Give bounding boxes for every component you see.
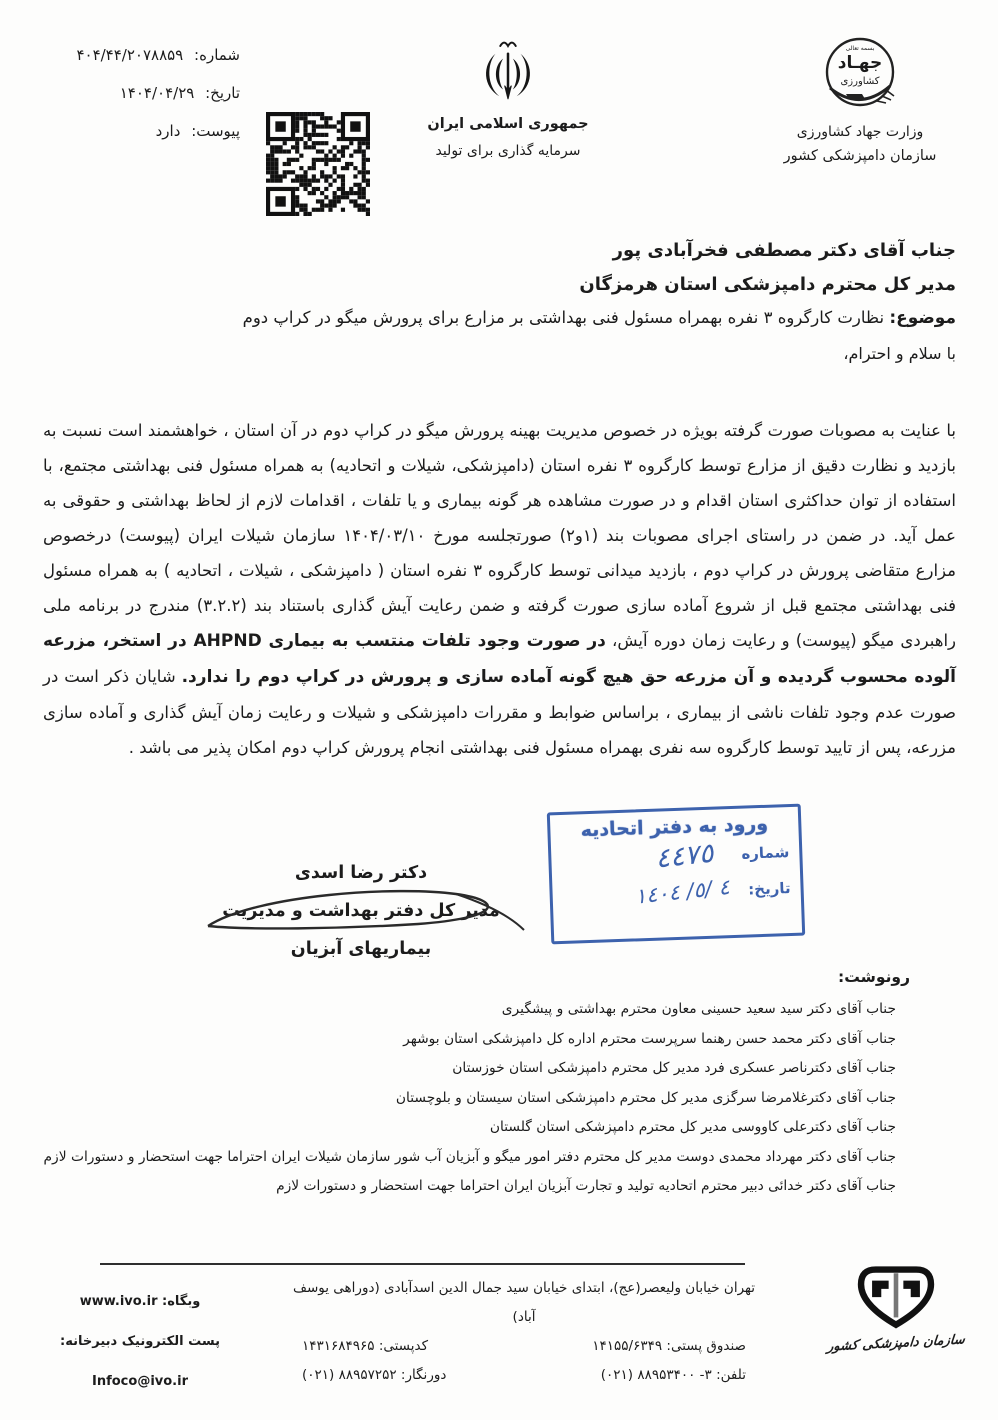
footer-address-block: [288, 1274, 760, 1390]
footer-postal-value: ۱۴۳۱۶۸۴۹۶۵: [302, 1338, 375, 1354]
emblem-caption-republic: جمهوری اسلامی ایران: [427, 116, 589, 132]
letter-number-value: ۴۰۴/۴۴/۲۰۷۸۸۵۹: [76, 46, 184, 64]
letter-date-line: [28, 84, 240, 102]
cc-item: جناب آقای دکترناصر عسکری فرد مدیر کل محترم دامپزشکی استان خوزستان: [452, 1060, 896, 1076]
cc-label: رونوشت:: [838, 968, 910, 986]
footer-fax: [302, 1361, 446, 1390]
cc-block: [43, 968, 910, 1202]
subject-text: نظارت کارگروه ۳ نفره بهمراه مسئول فنی بهداشتی بر مزارع برای پرورش میگو در کراپ دوم: [242, 308, 885, 327]
stamp-title: ورود به دفتر اتحادیه: [580, 812, 769, 842]
national-emblem-block: [418, 38, 598, 159]
footer-postal-label: کدپستی:: [378, 1338, 429, 1354]
cc-item: جناب آقای دکتر خدائی دبیر محترم اتحادیه تولید و تجارت آبزیان ایران احتراما جهت استحضار و دستورات لازم: [276, 1178, 896, 1194]
footer-pobox: [592, 1332, 746, 1361]
subject-label: موضوع:: [889, 308, 956, 328]
footer-fax-value: ۸۸۹۵۷۲۵۲ (۰۲۱): [302, 1367, 397, 1383]
footer-email-label: پست الکترونیک دبیرخانه:: [60, 1334, 220, 1349]
letter-meta-block: [28, 46, 240, 160]
letter-date-label: تاریخ:: [205, 84, 240, 102]
signature-block: [180, 854, 542, 968]
cc-item: جناب آقای دکترعلی کاووسی مدیر کل محترم دامپزشکی استان گلستان: [489, 1119, 896, 1135]
stamp-number-label: شماره: [741, 843, 790, 863]
footer-email-value: Infoco@ivo.ir: [92, 1374, 188, 1389]
svg-text:بسمه تعالی: بسمه تعالی: [845, 45, 875, 52]
footer-org-logo-block: [820, 1264, 972, 1355]
signatory-title-1: مدیر کل دفتر بهداشت و مدیریت: [222, 901, 500, 921]
stamp-number-handwritten: ٤٤٧٥: [653, 837, 715, 875]
cc-item: جناب آقای دکتر مهرداد محمدی دوست مدیر کل محترم دفتر امور میگو و آبزیان آب شور سازمان شیلات ایران احتراما جهت استحضار و دستورات لازم: [43, 1148, 896, 1165]
attachment-value: دارد: [155, 122, 181, 140]
body-paragraph: [43, 413, 956, 765]
stamp-date-label: تاریخ:: [747, 879, 791, 899]
footer-website-value: www.ivo.ir: [79, 1294, 158, 1309]
footer-divider: [100, 1263, 745, 1265]
qr-code-svg: [266, 112, 370, 216]
emblem-caption-slogan: سرمایه گذاری برای تولید: [435, 143, 581, 159]
organization-name: سازمان دامپزشکی کشور: [783, 148, 937, 164]
footer-address: تهران خیابان ولیعصر(عج)، ابتدای خیابان سید جمال الدین اسدآبادی (دوراهی یوسف آباد): [293, 1280, 755, 1325]
body-text-part3: شایان ذکر است در صورت عدم وجود تلفات ناشی از بیماری ، براساس ضوابط و مقررات دامپزشکی و شیلات و رعایت زمان آیش گذاری و آماده سازی مزرعه، پس از تایید توسط کارگروه سه نفری بهمراه مسئول فنی بهداشتی انجام پرورش کراپ دوم امکان پذیر می باشد .: [43, 667, 956, 757]
stamp-date-handwritten: ٤ /٥/ ١٤٠٤: [634, 874, 732, 909]
attachment-label: پیوست:: [191, 122, 240, 140]
footer-postal-row: [288, 1332, 760, 1361]
body-text-part1: با عنایت به مصوبات صورت گرفته بویژه در خصوص مدیریت بهینه پرورش میگو در کراپ دوم در آن استان ، خواهشمند است نسبت به بازدید و نظارت دقیق از مزارع توسط کارگروه ۳ نفره استان (دامپزشکی، شیلات و اتحادیه) به همراه مسئول فنی بهداشتی مجتمع، با استفاده از توان حداکثری استان اقدام و در صورت مشاهده هر گونه بیماری و یا تلفات ، اقدامات لازم از لحاظ بهداشتی و حقوقی به عمل آید. در ضمن در راستای اجرای مصوبات بند (۱و۲) صورتجلسه مورخ ۱۴۰۴/۰۳/۱۰ سازمان شیلات ایران (پیوست) درخصوص مزارع متقاضی پرورش در کراپ دوم ، بازدید میدانی توسط کارگروه ۳ نفره استان ( دامپزشکی ، شیلات ، اتحادیه ) به همراه مسئول فنی بهداشتی مجتمع قبل از شروع آماده سازی صورت گرفته و ضمن رعایت آیش گذاری باستناد بند (۳.۲.۲) مندرج در برنامه ملی راهبردی میگو (پیوست) و رعایت زمان دوره آیش،: [43, 421, 957, 650]
jahad-keshavarzi-logo-icon: [816, 30, 904, 120]
footer-website-label: وبگاه:: [162, 1294, 201, 1309]
letter-number-line: [28, 46, 240, 64]
footer-phone-value: ۳- ۸۸۹۵۳۴۰۰ (۰۲۱): [600, 1367, 712, 1383]
ivo-logo-caption: سازمان دامپزشکی کشور: [826, 1332, 966, 1355]
union-entry-stamp: [547, 804, 805, 945]
recipient-block: [236, 240, 956, 363]
recipient-title: مدیر کل محترم دامپزشکی استان هرمزگان: [579, 274, 956, 295]
footer-postalcode: [302, 1332, 428, 1361]
body-text-bold-ahpnd: در صورت وجود تلفات منتسب به بیماری AHPND در استخر، مزرعه آلوده محسوب گردیده و آن مزرعه حق هیچ گونه آماده سازی و پرورش در کراپ دوم را ندارد.: [43, 631, 956, 687]
signatory-name: دکتر رضا اسدی: [294, 863, 428, 883]
svg-text:جهـاد: جهـاد: [837, 53, 883, 73]
footer-pobox-label: صندوق پستی:: [666, 1338, 746, 1354]
subject-line: [236, 308, 956, 328]
stamp-date-row: [562, 870, 791, 914]
footer-email: [16, 1322, 264, 1402]
ministry-block: [756, 30, 964, 164]
attachment-line: [28, 122, 240, 140]
signatory-title-2: بیماریهای آبزیان: [290, 939, 432, 959]
iran-emblem-icon: [479, 38, 537, 112]
letter-number-label: شماره:: [194, 46, 240, 64]
footer-pobox-value: ۱۴۱۵۵/۶۳۴۹: [592, 1338, 663, 1354]
cc-item: جناب آقای دکتر محمد حسن رهنما سرپرست محترم اداره کل دامپزشکی استان بوشهر: [403, 1030, 896, 1047]
footer-web-block: [16, 1282, 264, 1402]
cc-item: جناب آقای دکتر سید سعید حسینی معاون محترم بهداشتی و پیشگیری: [501, 1001, 896, 1017]
footer-phone: [601, 1361, 746, 1390]
footer-fax-label: دورنگار:: [400, 1367, 447, 1383]
ivo-logo-icon: [850, 1264, 942, 1334]
footer-phone-label: تلفن:: [716, 1367, 746, 1383]
salutation: با سلام و احترام،: [843, 344, 956, 363]
cc-item: جناب آقای دکترغلامرضا سرگزی مدیر کل محترم دامپزشکی استان سیستان و بلوچستان: [395, 1089, 896, 1106]
footer-phone-row: [288, 1361, 760, 1390]
letter-date-value: ۱۴۰۴/۰۴/۲۹: [119, 84, 195, 102]
ministry-name: وزارت جهاد کشاورزی: [796, 124, 924, 140]
footer-website: [16, 1282, 264, 1322]
svg-text:کشاورزی: کشاورزی: [840, 76, 880, 87]
recipient-name: جناب آقای دکتر مصطفی فخرآبادی پور: [612, 240, 956, 261]
qr-code: [266, 112, 370, 216]
